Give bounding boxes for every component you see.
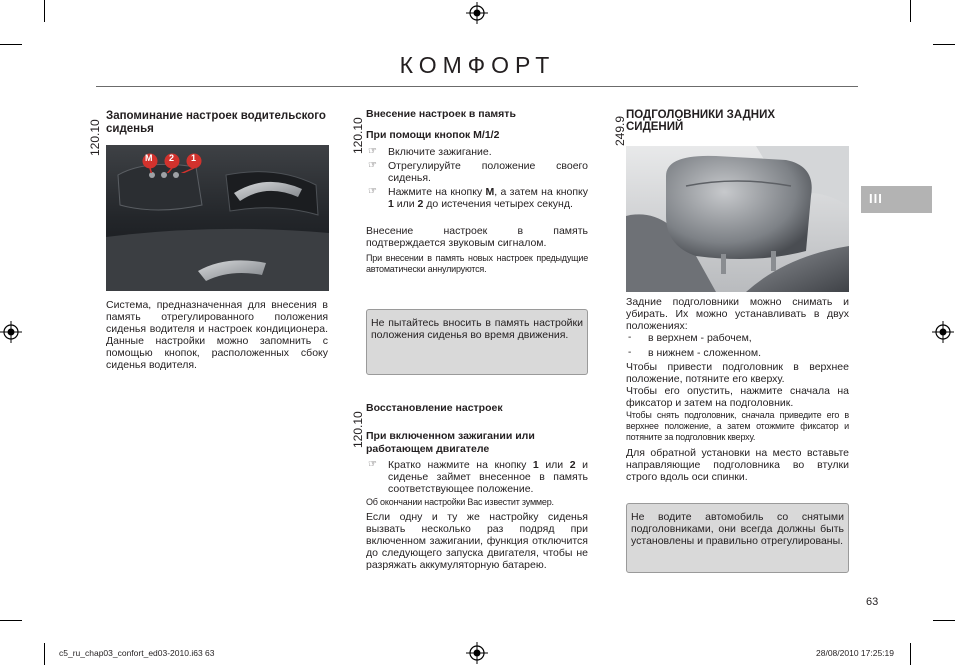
- subheading: При включенном зажигании или работающем двигателе: [366, 430, 535, 455]
- crop-mark: [44, 643, 45, 665]
- title-rule: [96, 86, 858, 87]
- section-code: 120.10: [351, 117, 365, 154]
- button-2-ref: 2: [417, 198, 424, 210]
- button-1-label: 1: [191, 153, 197, 163]
- footer-filename: c5_ru_chap03_confort_ed03-2010.i63 63: [59, 648, 215, 658]
- buzzer-paragraph: Об окончании настройки Вас известит зуммер.: [366, 497, 554, 507]
- list-item: [626, 347, 849, 359]
- crop-mark: [910, 0, 911, 22]
- section-heading: Восстановление настроек: [366, 402, 503, 414]
- step-text: [388, 459, 588, 495]
- footer-timestamp: 28/08/2010 17:25:19: [816, 648, 894, 658]
- step-text-part: Кратко нажмите на кнопку: [388, 459, 533, 471]
- list-item: [366, 146, 588, 158]
- crop-mark: [910, 643, 911, 665]
- step-text-part: до истечения четырех секунд.: [423, 198, 573, 210]
- list-item: [366, 459, 588, 495]
- step-text: Отрегулируйте положение своего сиденья.: [388, 160, 588, 184]
- remove-paragraph: Чтобы снять подголовник, сначала приведите его в верхнее положение, а затем отожмите фиксатор и потяните за подголовник кверху.: [626, 410, 849, 442]
- section-heading: Внесение настроек в память: [366, 108, 516, 120]
- step-text-part: , а затем на кнопку: [494, 186, 588, 198]
- step-text: Включите зажигание.: [388, 146, 492, 158]
- section-code: 120.10: [351, 411, 365, 448]
- page-number: 63: [866, 596, 879, 608]
- headrest-photo: [626, 146, 849, 292]
- crop-mark: [44, 0, 45, 22]
- battery-paragraph: Если одну и ту же настройку сиденья вызвать несколько раз подряд при включенном зажигании, функция отключится до следующего запуска двигателя, чтобы не разряжать аккумуляторную батарею.: [366, 511, 588, 571]
- section-tab-label: III: [869, 191, 883, 206]
- crop-mark: [0, 620, 22, 621]
- step-text-part: Нажмите на кнопку: [388, 186, 486, 198]
- registration-mark-icon: [932, 321, 954, 343]
- step-text-part: или: [538, 459, 570, 471]
- page-title: КОМФОРТ: [399, 52, 556, 78]
- intro-paragraph: Задние подголовники можно снимать и убирать. Их можно устанавливать в двух положениях:: [626, 296, 849, 332]
- confirmation-paragraph: Внесение настроек в память подтверждается звуковым сигналом.: [366, 225, 588, 249]
- crop-mark: [933, 44, 955, 45]
- button-1-ref: 1: [532, 459, 539, 471]
- recall-steps-list: [366, 459, 588, 495]
- button-m-ref: M: [485, 186, 495, 198]
- step-text-part: и сиденье займет внесенное в память соответствующее положение.: [388, 459, 588, 495]
- position-text: в нижнем - сложенном.: [648, 347, 762, 359]
- pointing-hand-icon: ☞: [368, 160, 377, 171]
- registration-mark-icon: [466, 2, 488, 24]
- overwrite-paragraph: При внесении в память новых настроек предыдущие автоматически аннулируются.: [366, 253, 588, 274]
- list-item: [366, 186, 588, 210]
- button-m-label: M: [145, 153, 153, 163]
- door-buttons-photo: [106, 145, 329, 291]
- list-item: [626, 332, 849, 344]
- dash-marker: -: [628, 332, 632, 343]
- warning-note: Не водите автомобиль со снятыми подголовниками, они всегда должны быть установлены и правильно отрегулированы.: [626, 503, 849, 573]
- registration-mark-icon: [0, 321, 22, 343]
- steps-list: [366, 146, 588, 210]
- pointing-hand-icon: ☞: [368, 186, 377, 197]
- section-heading: ПОДГОЛОВНИКИ ЗАДНИХ СИДЕНИЙ: [626, 109, 776, 133]
- step-text-part: или: [393, 198, 418, 210]
- subheading: При помощи кнопок M/1/2: [366, 129, 500, 141]
- section-code: 120.10: [88, 119, 102, 156]
- position-list: [626, 332, 849, 359]
- list-item: [366, 160, 588, 184]
- pointing-hand-icon: ☞: [368, 459, 377, 470]
- registration-mark-icon: [466, 642, 488, 664]
- warning-note: Не пытайтесь вносить в память настройки положения сиденья во время движения.: [366, 309, 588, 375]
- crop-mark: [0, 44, 22, 45]
- position-text: в верхнем - рабочем,: [648, 332, 752, 344]
- pointing-hand-icon: ☞: [368, 146, 377, 157]
- section-code: 249.9: [613, 115, 627, 146]
- button-2-ref: 2: [569, 459, 576, 471]
- dash-marker: -: [628, 347, 632, 358]
- section-heading: Запоминание настроек водительского сиденья: [106, 110, 326, 135]
- button-2-label: 2: [169, 153, 175, 163]
- intro-paragraph: Система, предназначенная для внесения в память отрегулированного положения сиденья водителя и настроек кондиционера. Данные настройки можно запомнить с помощью кнопок, расположенных сбоку сиденья водителя.: [106, 299, 328, 371]
- raise-paragraph: Чтобы привести подголовник в верхнее положение, потяните его кверху.: [626, 361, 849, 385]
- crop-mark: [933, 620, 955, 621]
- step-text: [388, 186, 588, 210]
- lower-paragraph: Чтобы его опустить, нажмите сначала на фиксатор и затем на подголовник.: [626, 385, 849, 409]
- section-tab: [861, 186, 932, 213]
- button-1-ref: 1: [388, 198, 394, 210]
- refit-paragraph: Для обратной установки на место вставьте направляющие подголовника во втулки строго вдоль оси спинки.: [626, 447, 849, 483]
